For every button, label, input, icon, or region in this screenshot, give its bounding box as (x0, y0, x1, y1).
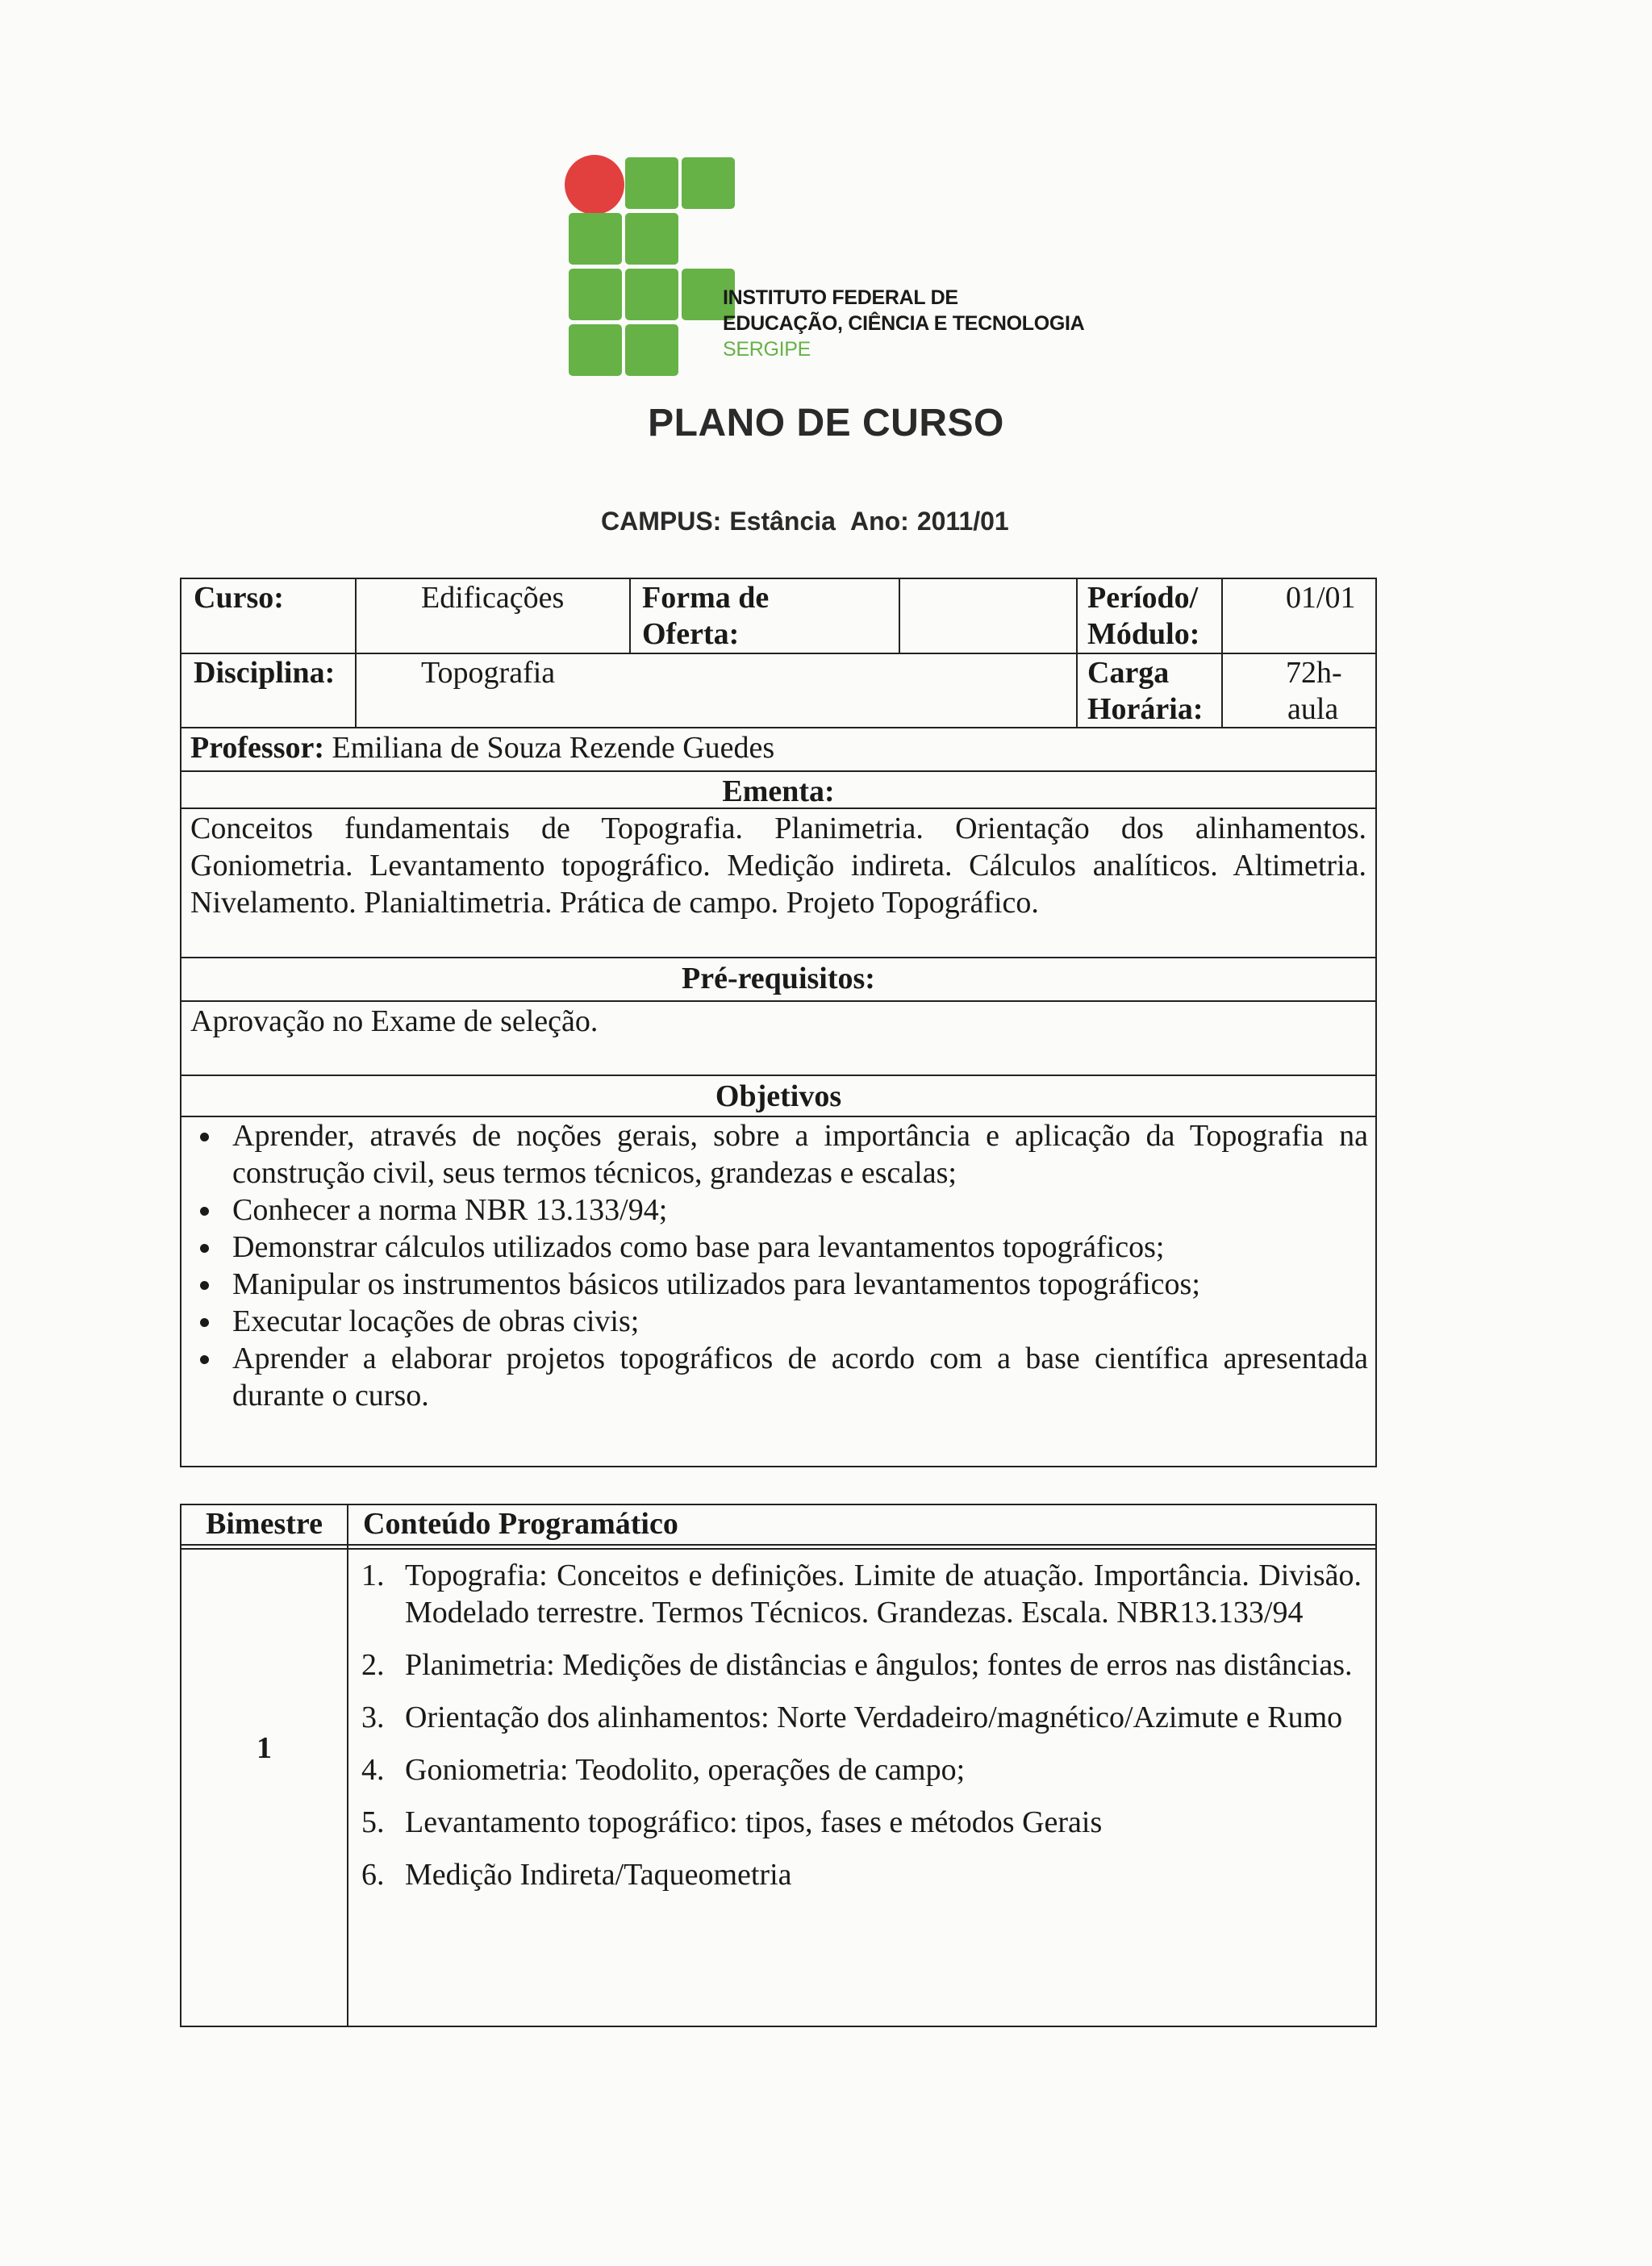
year-value: 2011/01 (916, 507, 1009, 536)
objetivos-heading: Objetivos (715, 1079, 842, 1113)
objetivos-list (190, 1117, 1368, 1414)
curso-value: Edificações (421, 581, 565, 615)
ementa-heading: Ementa: (722, 774, 835, 808)
carga-label-1: Carga (1087, 656, 1170, 690)
logo-square (625, 269, 678, 320)
logo-square (625, 157, 678, 209)
forma-label-1: Forma de (642, 581, 770, 615)
forma-label-2: Oferta: (642, 617, 740, 651)
professor-value: Emiliana de Souza Rezende Guedes (332, 731, 775, 765)
list-item: 3. Orientação dos alinhamentos: Norte Verdadeiro/magnético/Azimute e Rumo (361, 1701, 1343, 1734)
logo-square (569, 269, 622, 320)
list-item: Conhecer a norma NBR 13.133/94; (190, 1191, 1368, 1229)
institution-state: SERGIPE (723, 338, 811, 361)
logo-red-circle (565, 155, 624, 215)
list-item: Manipular os instrumentos básicos utilizados para levantamentos topográficos; (190, 1266, 1368, 1303)
list-item: 1. Topografia: Conceitos e definições. Limite de atuação. Importância. Divisão. Modelado terrestre. Termos Técnicos. Grandezas. Escala. NBR13.133/94 (361, 1559, 1362, 1630)
prerequisitos-heading: Pré-requisitos: (682, 962, 875, 995)
disciplina-label: Disciplina: (194, 656, 336, 690)
list-item: 2. Planimetria: Medições de distâncias e ângulos; fontes de erros nas distâncias. (361, 1648, 1353, 1682)
campus-value: Estância (729, 507, 836, 536)
institution-name-line2: EDUCAÇÃO, CIÊNCIA E TECNOLOGIA (723, 312, 1085, 335)
logo-square (569, 213, 622, 265)
periodo-value: 01/01 (1286, 581, 1356, 615)
logo-square (625, 324, 678, 376)
col-bimestre-header: Bimestre (206, 1507, 323, 1541)
periodo-label-2: Módulo: (1087, 617, 1200, 651)
col-conteudo-header: Conteúdo Programático (363, 1507, 678, 1541)
ementa-text: Conceitos fundamentais de Topografia. Planimetria. Orientação dos alinhamentos. Goniometria. Levantamento topográfico. Medição indireta. Cálculos analíticos. Altimetria. Nivelamento. Planialtimetria. Prática de campo. Projeto Topográfico. (190, 812, 1366, 920)
logo-square (625, 213, 678, 265)
carga-value-1: 72h- (1286, 656, 1342, 690)
institution-name-line1: INSTITUTO FEDERAL DE (723, 286, 958, 309)
curso-label: Curso: (194, 581, 284, 615)
professor-label: Professor: (190, 731, 325, 765)
campus-line (601, 507, 1017, 536)
list-item: Executar locações de obras civis; (190, 1303, 1368, 1340)
list-item: Aprender, através de noções gerais, sobre a importância e aplicação da Topografia na construção civil, seus termos técnicos, grandezas e escalas; (190, 1117, 1368, 1191)
page-title: PLANO DE CURSO (648, 402, 1004, 444)
prerequisitos-text: Aprovação no Exame de seleção. (190, 1004, 599, 1038)
year-label: Ano: (849, 507, 909, 536)
disciplina-value: Topografia (421, 656, 556, 690)
carga-label-2: Horária: (1087, 692, 1204, 726)
bimestre-value: 1 (257, 1731, 272, 1765)
list-item: 6. Medição Indireta/Taqueometria (361, 1858, 792, 1892)
periodo-label-1: Período/ (1087, 581, 1199, 615)
logo-square (682, 157, 735, 209)
list-item: Aprender a elaborar projetos topográficos de acordo com a base científica apresentada durante o curso. (190, 1340, 1368, 1414)
list-item: 4. Goniometria: Teodolito, operações de campo; (361, 1753, 966, 1787)
list-item: Demonstrar cálculos utilizados como base para levantamentos topográficos; (190, 1229, 1368, 1266)
campus-label: CAMPUS: (601, 507, 722, 536)
professor-row (190, 729, 774, 766)
conteudo-list (361, 1557, 1362, 1909)
logo-square (569, 324, 622, 376)
list-item: 5. Levantamento topográfico: tipos, fases e métodos Gerais (361, 1805, 1103, 1839)
carga-value-2: aula (1287, 692, 1339, 726)
